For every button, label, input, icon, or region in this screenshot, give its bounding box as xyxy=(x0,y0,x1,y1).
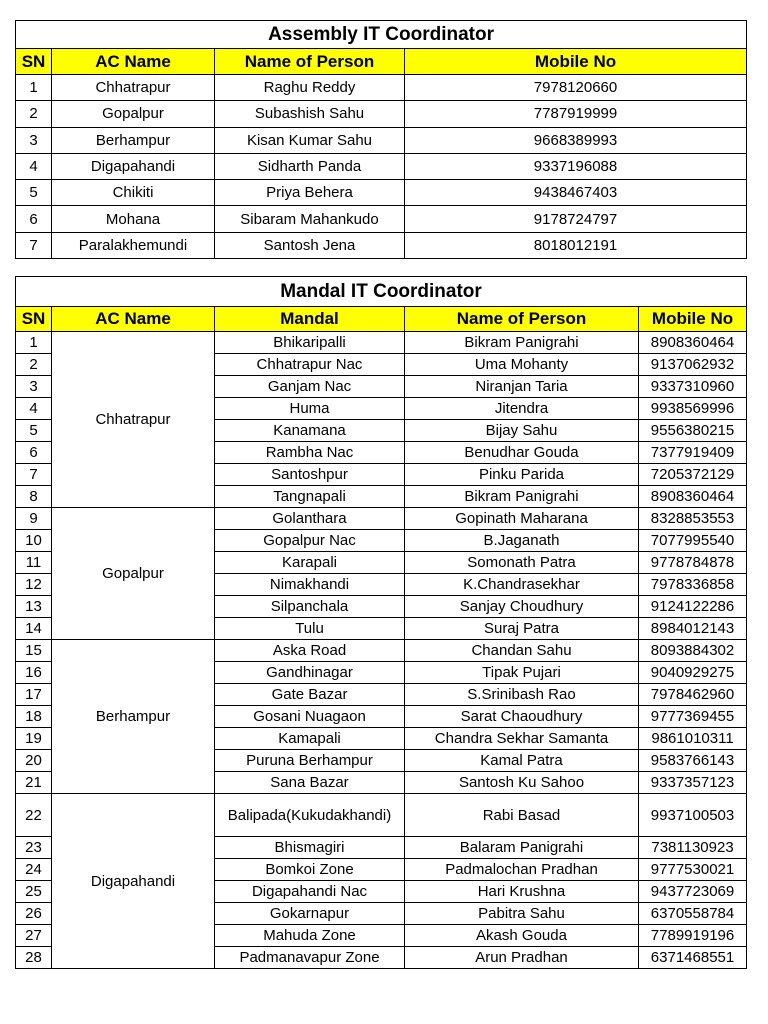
mandal-cell: Balipada(Kukudakhandi) xyxy=(215,794,405,837)
sn-cell: 16 xyxy=(16,662,52,684)
sn-cell: 7 xyxy=(16,464,52,486)
sn-cell: 17 xyxy=(16,684,52,706)
mandal-cell: Puruna Berhampur xyxy=(215,750,405,772)
mobile-cell: 8908360464 xyxy=(639,486,747,508)
person-cell: Bijay Sahu xyxy=(405,420,639,442)
table-row xyxy=(16,101,747,127)
person-cell: Uma Mohanty xyxy=(405,354,639,376)
ac-name-cell: Berhampur xyxy=(52,127,215,153)
mobile-cell: 9778784878 xyxy=(639,552,747,574)
mandal-cell: Gandhinagar xyxy=(215,662,405,684)
person-cell: Santosh Jena xyxy=(215,232,405,258)
mandal-cell: Chhatrapur Nac xyxy=(215,354,405,376)
mobile-cell: 9861010311 xyxy=(639,728,747,750)
sn-cell: 6 xyxy=(16,442,52,464)
sn-cell: 26 xyxy=(16,903,52,925)
sn-cell: 1 xyxy=(16,75,52,101)
column-header-mobile: Mobile No xyxy=(639,307,747,332)
sn-cell: 4 xyxy=(16,153,52,179)
ac-name-cell: Paralakhemundi xyxy=(52,232,215,258)
sn-cell: 8 xyxy=(16,486,52,508)
mandal-cell: Rambha Nac xyxy=(215,442,405,464)
person-cell: Pabitra Sahu xyxy=(405,903,639,925)
ac-name-cell: Digapahandi xyxy=(52,794,215,969)
person-cell: Santosh Ku Sahoo xyxy=(405,772,639,794)
mobile-cell: 9937100503 xyxy=(639,794,747,837)
mandal-cell: Nimakhandi xyxy=(215,574,405,596)
mobile-cell: 9438467403 xyxy=(405,180,747,206)
table-row xyxy=(16,127,747,153)
person-cell: K.Chandrasekhar xyxy=(405,574,639,596)
person-cell: B.Jaganath xyxy=(405,530,639,552)
column-header-person: Name of Person xyxy=(405,307,639,332)
mobile-cell: 9777369455 xyxy=(639,706,747,728)
sn-cell: 12 xyxy=(16,574,52,596)
sn-cell: 28 xyxy=(16,947,52,969)
sn-cell: 25 xyxy=(16,881,52,903)
mobile-cell: 7787919999 xyxy=(405,101,747,127)
mobile-cell: 7377919409 xyxy=(639,442,747,464)
mobile-cell: 9938569996 xyxy=(639,398,747,420)
mandal-cell: Silpanchala xyxy=(215,596,405,618)
person-cell: Bikram Panigrahi xyxy=(405,332,639,354)
ac-name-cell: Gopalpur xyxy=(52,508,215,640)
sn-cell: 9 xyxy=(16,508,52,530)
mandal-cell: Tangnapali xyxy=(215,486,405,508)
ac-name-cell: Chhatrapur xyxy=(52,332,215,508)
assembly-title: Assembly IT Coordinator xyxy=(16,21,747,49)
table-row xyxy=(16,232,747,258)
mobile-cell: 7077995540 xyxy=(639,530,747,552)
person-cell: Chandra Sekhar Samanta xyxy=(405,728,639,750)
table-row xyxy=(16,332,747,354)
mobile-cell: 6370558784 xyxy=(639,903,747,925)
mobile-cell: 9040929275 xyxy=(639,662,747,684)
mobile-cell: 9583766143 xyxy=(639,750,747,772)
column-header-sn: SN xyxy=(16,307,52,332)
sn-cell: 18 xyxy=(16,706,52,728)
sn-cell: 2 xyxy=(16,101,52,127)
table-row xyxy=(16,206,747,232)
sn-cell: 21 xyxy=(16,772,52,794)
person-cell: Kamal Patra xyxy=(405,750,639,772)
sn-cell: 23 xyxy=(16,837,52,859)
person-cell: Sibaram Mahankudo xyxy=(215,206,405,232)
ac-name-cell: Mohana xyxy=(52,206,215,232)
person-cell: Arun Pradhan xyxy=(405,947,639,969)
mobile-cell: 8093884302 xyxy=(639,640,747,662)
mandal-cell: Sana Bazar xyxy=(215,772,405,794)
person-cell: Somonath Patra xyxy=(405,552,639,574)
mobile-cell: 7978462960 xyxy=(639,684,747,706)
mobile-cell: 7205372129 xyxy=(639,464,747,486)
mobile-cell: 8908360464 xyxy=(639,332,747,354)
mobile-cell: 9337196088 xyxy=(405,153,747,179)
sn-cell: 11 xyxy=(16,552,52,574)
person-cell: Akash Gouda xyxy=(405,925,639,947)
person-cell: Niranjan Taria xyxy=(405,376,639,398)
sn-cell: 24 xyxy=(16,859,52,881)
mandal-cell: Golanthara xyxy=(215,508,405,530)
column-header-mandal: Mandal xyxy=(215,307,405,332)
mandal-cell: Mahuda Zone xyxy=(215,925,405,947)
mandal-cell: Gosani Nuagaon xyxy=(215,706,405,728)
ac-name-cell: Chikiti xyxy=(52,180,215,206)
sn-cell: 22 xyxy=(16,794,52,837)
person-cell: S.Srinibash Rao xyxy=(405,684,639,706)
mobile-cell: 9337310960 xyxy=(639,376,747,398)
column-header-ac-name: AC Name xyxy=(52,49,215,75)
table-row xyxy=(16,75,747,101)
mobile-cell: 9437723069 xyxy=(639,881,747,903)
sn-cell: 19 xyxy=(16,728,52,750)
mobile-cell: 8328853553 xyxy=(639,508,747,530)
person-cell: Suraj Patra xyxy=(405,618,639,640)
column-header-ac-name: AC Name xyxy=(52,307,215,332)
person-cell: Sanjay Choudhury xyxy=(405,596,639,618)
sn-cell: 7 xyxy=(16,232,52,258)
sn-cell: 2 xyxy=(16,354,52,376)
person-cell: Balaram Panigrahi xyxy=(405,837,639,859)
table-row xyxy=(16,180,747,206)
person-cell: Jitendra xyxy=(405,398,639,420)
ac-name-cell: Berhampur xyxy=(52,640,215,794)
mandal-title: Mandal IT Coordinator xyxy=(16,277,747,307)
assembly-table xyxy=(15,20,747,259)
sn-cell: 10 xyxy=(16,530,52,552)
person-cell: Rabi Basad xyxy=(405,794,639,837)
sn-cell: 13 xyxy=(16,596,52,618)
person-cell: Tipak Pujari xyxy=(405,662,639,684)
sn-cell: 3 xyxy=(16,127,52,153)
sn-cell: 20 xyxy=(16,750,52,772)
mobile-cell: 9668389993 xyxy=(405,127,747,153)
ac-name-cell: Gopalpur xyxy=(52,101,215,127)
person-cell: Chandan Sahu xyxy=(405,640,639,662)
mandal-cell: Aska Road xyxy=(215,640,405,662)
column-header-mobile: Mobile No xyxy=(405,49,747,75)
person-cell: Padmalochan Pradhan xyxy=(405,859,639,881)
sn-cell: 6 xyxy=(16,206,52,232)
person-cell: Pinku Parida xyxy=(405,464,639,486)
person-cell: Priya Behera xyxy=(215,180,405,206)
sn-cell: 4 xyxy=(16,398,52,420)
mobile-cell: 9777530021 xyxy=(639,859,747,881)
table-row xyxy=(16,640,747,662)
mobile-cell: 7789919196 xyxy=(639,925,747,947)
person-cell: Bikram Panigrahi xyxy=(405,486,639,508)
mandal-cell: Padmanavapur Zone xyxy=(215,947,405,969)
mandal-cell: Gopalpur Nac xyxy=(215,530,405,552)
mobile-cell: 9124122286 xyxy=(639,596,747,618)
mandal-cell: Tulu xyxy=(215,618,405,640)
mandal-table xyxy=(15,276,747,969)
person-cell: Sarat Chaoudhury xyxy=(405,706,639,728)
mandal-cell: Santoshpur xyxy=(215,464,405,486)
person-cell: Benudhar Gouda xyxy=(405,442,639,464)
sn-cell: 3 xyxy=(16,376,52,398)
mandal-cell: Digapahandi Nac xyxy=(215,881,405,903)
mandal-cell: Karapali xyxy=(215,552,405,574)
mobile-cell: 9337357123 xyxy=(639,772,747,794)
table-row xyxy=(16,153,747,179)
person-cell: Hari Krushna xyxy=(405,881,639,903)
table-row xyxy=(16,508,747,530)
mobile-cell: 8018012191 xyxy=(405,232,747,258)
column-header-sn: SN xyxy=(16,49,52,75)
ac-name-cell: Chhatrapur xyxy=(52,75,215,101)
mandal-cell: Ganjam Nac xyxy=(215,376,405,398)
person-cell: Raghu Reddy xyxy=(215,75,405,101)
sn-cell: 27 xyxy=(16,925,52,947)
sn-cell: 5 xyxy=(16,420,52,442)
mobile-cell: 7978120660 xyxy=(405,75,747,101)
mandal-cell: Bomkoi Zone xyxy=(215,859,405,881)
person-cell: Sidharth Panda xyxy=(215,153,405,179)
mobile-cell: 8984012143 xyxy=(639,618,747,640)
mobile-cell: 9178724797 xyxy=(405,206,747,232)
mandal-cell: Bhikaripalli xyxy=(215,332,405,354)
mobile-cell: 7978336858 xyxy=(639,574,747,596)
person-cell: Kisan Kumar Sahu xyxy=(215,127,405,153)
sn-cell: 15 xyxy=(16,640,52,662)
person-cell: Subashish Sahu xyxy=(215,101,405,127)
mandal-cell: Bhismagiri xyxy=(215,837,405,859)
column-header-person: Name of Person xyxy=(215,49,405,75)
mandal-cell: Kamapali xyxy=(215,728,405,750)
mandal-cell: Kanamana xyxy=(215,420,405,442)
mandal-cell: Gate Bazar xyxy=(215,684,405,706)
mobile-cell: 6371468551 xyxy=(639,947,747,969)
sn-cell: 5 xyxy=(16,180,52,206)
person-cell: Gopinath Maharana xyxy=(405,508,639,530)
mobile-cell: 9556380215 xyxy=(639,420,747,442)
mandal-cell: Huma xyxy=(215,398,405,420)
mandal-cell: Gokarnapur xyxy=(215,903,405,925)
mobile-cell: 9137062932 xyxy=(639,354,747,376)
ac-name-cell: Digapahandi xyxy=(52,153,215,179)
sn-cell: 1 xyxy=(16,332,52,354)
mobile-cell: 7381130923 xyxy=(639,837,747,859)
table-row xyxy=(16,794,747,837)
sn-cell: 14 xyxy=(16,618,52,640)
